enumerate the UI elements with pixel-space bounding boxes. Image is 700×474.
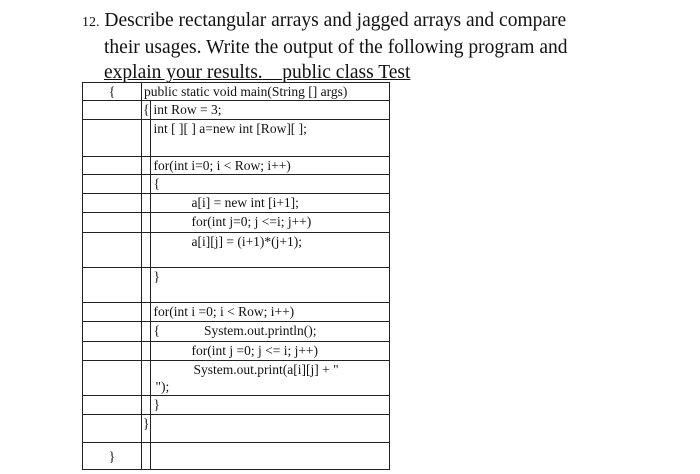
- code-cell: }: [142, 415, 151, 443]
- table-row: [83, 415, 390, 443]
- table-row: [83, 443, 390, 470]
- code-cell: { System.out.println();: [151, 322, 390, 342]
- code-cell: a[i][j] = (i+1)*(j+1);: [151, 233, 390, 268]
- table-row: [83, 157, 390, 175]
- table-row: [83, 322, 390, 342]
- code-cell: a[i] = new int [i+1];: [151, 194, 390, 213]
- code-cell: public static void main(String [] args): [142, 83, 390, 101]
- table-row: [83, 175, 390, 194]
- table-row: [83, 120, 390, 157]
- code-cell: for(int j =0; j <= i; j++): [151, 342, 390, 361]
- table-row: [83, 233, 390, 268]
- code-cell: {: [151, 175, 390, 194]
- code-cell: }: [83, 443, 142, 470]
- code-cell: for(int i =0; i < Row; i++): [151, 303, 390, 322]
- code-cell: for(int i=0; i < Row; i++): [151, 157, 390, 175]
- code-cell: int [ ][ ] a=new int [Row][ ];: [151, 120, 390, 157]
- table-row: [83, 194, 390, 213]
- table-row: [83, 396, 390, 415]
- question-line: Describe rectangular arrays and jagged arrays and compare: [104, 10, 567, 31]
- question-text: [82, 8, 682, 85]
- code-cell: }: [151, 268, 390, 303]
- code-cell: {: [142, 101, 151, 120]
- table-row: [83, 83, 390, 101]
- table-row: [83, 268, 390, 303]
- question-line: their usages. Write the output of the following program and: [104, 37, 568, 58]
- table-row: [83, 342, 390, 361]
- code-cell: int Row = 3;: [151, 101, 390, 120]
- code-cell: {: [83, 83, 142, 101]
- code-cell: for(int j=0; j <=i; j++): [151, 213, 390, 233]
- table-row: [83, 361, 390, 396]
- code-cell: System.out.print(a[i][j] + " ");: [151, 361, 390, 396]
- class-declaration: public class Test: [282, 62, 411, 83]
- question-line-part: explain your results.: [104, 62, 263, 83]
- table-row: [83, 213, 390, 233]
- table-row: [83, 303, 390, 322]
- table-row: [83, 101, 390, 120]
- code-table: [82, 82, 390, 470]
- code-cell: }: [151, 396, 390, 415]
- question-number: 12.: [82, 15, 100, 30]
